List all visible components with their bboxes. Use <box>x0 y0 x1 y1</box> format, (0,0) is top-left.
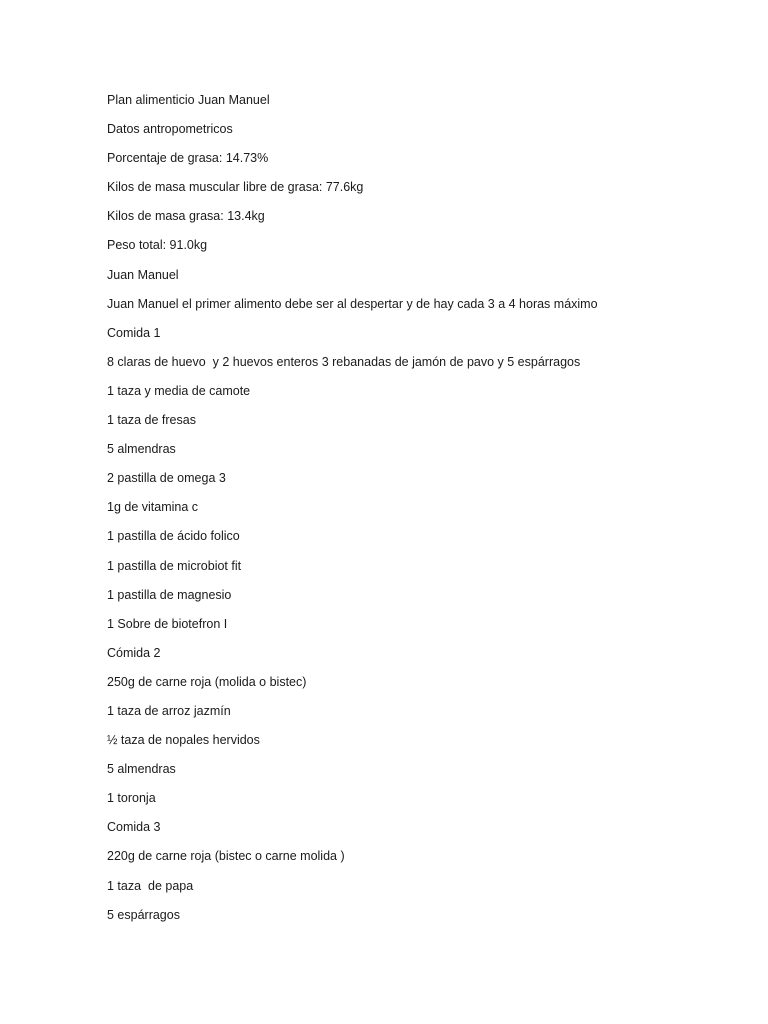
list-item: 1 taza de arroz jazmín <box>107 703 231 718</box>
list-item: 2 pastilla de omega 3 <box>107 471 226 486</box>
list-item: 1 pastilla de microbiot fit <box>107 558 242 573</box>
list-item: 1 taza de fresas <box>107 413 196 428</box>
list-item: 5 almendras <box>107 762 176 777</box>
list-item: 5 almendras <box>107 442 176 457</box>
meal-heading-3: Comida 3 <box>107 820 161 835</box>
patient-name: Juan Manuel <box>107 267 179 282</box>
document-title: Plan alimenticio Juan Manuel <box>107 93 270 107</box>
list-item: 1 Sobre de biotefron I <box>107 616 228 631</box>
list-item: 250g de carne roja (molida o bistec) <box>107 674 307 689</box>
fat-percentage: Porcentaje de grasa: 14.73% <box>107 151 269 166</box>
list-item: 1 taza de papa <box>107 878 194 893</box>
list-item: 1 pastilla de ácido folico <box>107 529 240 544</box>
list-item: 5 espárragos <box>107 907 180 922</box>
section-heading-anthropometric: Datos antropometricos <box>107 122 233 137</box>
meal-heading-2: Cómida 2 <box>107 645 161 660</box>
list-item: 220g de carne roja (bistec o carne molida ) <box>107 849 345 864</box>
list-item: 1g de vitamina c <box>107 500 199 515</box>
total-weight: Peso total: 91.0kg <box>107 238 208 253</box>
list-item: 1 taza y media de camote <box>107 383 251 398</box>
list-item: 1 toronja <box>107 791 156 806</box>
list-item: 8 claras de huevo y 2 huevos enteros 3 rebanadas de jamón de pavo y 5 espárragos <box>107 354 581 369</box>
document-body <box>107 90 747 934</box>
lean-mass: Kilos de masa muscular libre de grasa: 77.6kg <box>107 180 364 195</box>
list-item: 1 pastilla de magnesio <box>107 587 232 602</box>
fat-mass: Kilos de masa grasa: 13.4kg <box>107 209 265 224</box>
meal-heading-1: Comida 1 <box>107 325 161 340</box>
instructions: Juan Manuel el primer alimento debe ser al despertar y de hay cada 3 a 4 horas máximo <box>107 296 598 311</box>
list-item: ½ taza de nopales hervidos <box>107 733 260 748</box>
